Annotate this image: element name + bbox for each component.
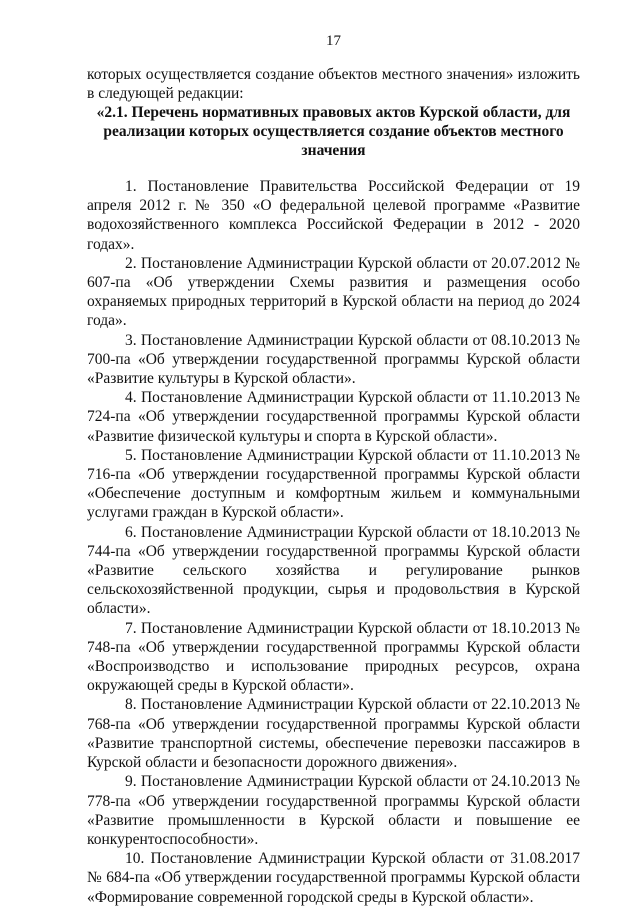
list-item: 7. Постановление Администрации Курской области от 18.10.2013 № 748-па «Об утверждении государственной программы Курской области «Воспроизводство и использование природных ресурсов, охрана окружающей среды в Курской области». — [87, 619, 580, 695]
list-item: 5. Постановление Администрации Курской области от 11.10.2013 № 716-па «Об утверждении государственной программы Курской области «Обеспечение доступным и комфортным жильем и коммунальными услугами граждан в Курской области». — [87, 446, 580, 522]
list-item: 6. Постановление Администрации Курской области от 18.10.2013 № 744-па «Об утверждении государственной программы Курской области «Развитие сельского хозяйства и регулирование рынков сельскохозяйственной продукции, сырья и продовольствия в Курской области». — [87, 523, 580, 618]
list-item: 8. Постановление Администрации Курской области от 22.10.2013 № 768-па «Об утверждении государственной программы Курской области «Развитие транспортной системы, обеспечение перевозки пассажиров в Курской области и безопасности дорожного движения». — [87, 696, 580, 772]
intro-text: которых осуществляется создание объектов местного значения» изложить в следующей редакции: — [87, 66, 580, 102]
list-item: 3. Постановление Администрации Курской области от 08.10.2013 № 700-па «Об утверждении государственной программы Курской области «Развитие культуры в Курской области». — [87, 331, 580, 388]
section-heading: «2.1. Перечень нормативных правовых актов Курской области, для реализации которых осуществляется создание объектов местного значения — [96, 104, 571, 159]
list-item: 4. Постановление Администрации Курской области от 11.10.2013 № 724-па «Об утверждении государственной программы Курской области «Развитие физической культуры и спорта в Курской области». — [87, 389, 580, 445]
list-item: 2. Постановление Администрации Курской области от 20.07.2012 № 607-па «Об утверждении Схемы развития и размещения особо охраняемых природных территорий в Курской области на период до 2024 года». — [87, 254, 580, 330]
regulations-list — [87, 177, 580, 907]
page-number: 17 — [326, 33, 341, 49]
list-item: 10. Постановление Администрации Курской области от 31.08.2017 № 684-па «Об утверждении государственной программы Курской области «Формирование современной городской среды в Курской области». — [87, 850, 580, 906]
list-item: 1. Постановление Правительства Российской Федерации от 19 апреля 2012 г. № 350 «О федеральной целевой программе «Развитие водохозяйственного комплекса Российской Федерации в 2012 - 2020 годах». — [87, 178, 580, 253]
list-item: 9. Постановление Администрации Курской области от 24.10.2013 № 778-па «Об утверждении государственной программы Курской области «Развитие промышленности в Курской области и повышение ее конкурентоспособности». — [87, 773, 580, 848]
